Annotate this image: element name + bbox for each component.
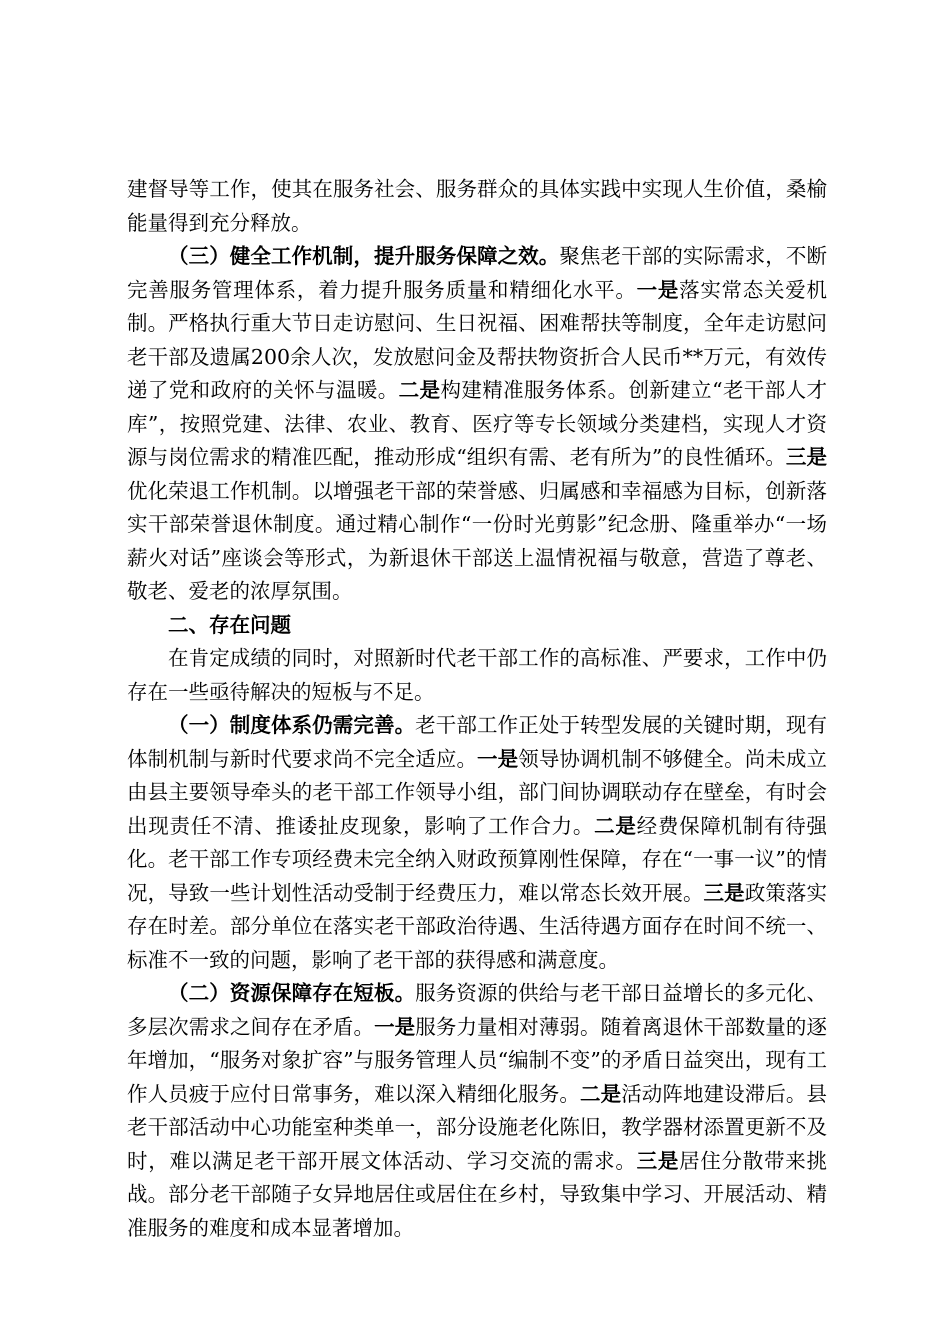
paragraph-section-3: [127, 240, 827, 609]
paragraph-text: 活动阵地建设滞后。县老干部活动中心功能室种类单一，部分设施老化陈旧，教学器材添置更新不及时，难以满足老干部开展文体活动、学习交流的需求。: [127, 1081, 828, 1173]
keyword-first: 一是: [477, 746, 519, 771]
section-heading-inline: （三）健全工作机制，提升服务保障之效。: [168, 244, 560, 268]
keyword-third: 三是: [636, 1148, 680, 1173]
paragraph-continued: [127, 173, 827, 240]
paragraph-text: 服务力量相对薄弱。随着离退休干部数量的逐年增加，“服务对象扩容”与服务管理人员“编制不变”的矛盾日益突出，现有工作人员疲于应付日常事务，难以深入精细化服务。: [127, 1014, 828, 1106]
paragraph-text: 聚焦老干部的实际需求，不断完善服务管理体系，着力提升服务质量和精细化水平。: [127, 244, 828, 302]
paragraph-text: 落实常态关爱机制。严格执行重大节日走访慰问、生日祝福、困难帮扶等制度，全年走访慰问老干部及遗属200余人次，发放慰问金及帮扶物资折合人民币**万元，有效传递了党和政府的关怀与温暖。: [127, 277, 827, 402]
keyword-second: 二是: [594, 813, 637, 838]
section-heading-inline: （一）制度体系仍需完善。: [168, 713, 416, 737]
paragraph-text: 建督导等工作，使其在服务社会、服务群众的具体实践中实现人生价值，桑榆能量得到充分释放。: [127, 177, 827, 235]
paragraph-text: 政策落实存在时差。部分单位在落实老干部政治待遇、生活待遇方面存在时间不统一、标准不一致的问题，影响了老干部的获得感和满意度。: [127, 880, 828, 972]
paragraph-text: 优化荣退工作机制。以增强老干部的荣誉感、归属感和幸福感为目标，创新落实干部荣誉退休制度。通过精心制作“一份时光剪影”纪念册、隆重举办“一场薪火对话”座谈会等形式，为新退休干部送上温情祝福与敬意，营造了尊老、敬老、爱老的浓厚氛围。: [127, 478, 827, 603]
paragraph-text: 在肯定成绩的同时，对照新时代老干部工作的高标准、严要求，工作中仍存在一些亟待解决的短板与不足。: [127, 646, 827, 704]
paragraph-text: 服务资源的供给与老干部日益增长的多元化、多层次需求之间存在矛盾。: [127, 981, 828, 1039]
paragraph-text: 居住分散带来挑战。部分老干部随子女异地居住或居住在乡村，导致集中学习、开展活动、精准服务的难度和成本显著增加。: [127, 1148, 827, 1240]
section-heading-inline: （二）资源保障存在短板。: [168, 981, 416, 1005]
keyword-second: 二是: [580, 1081, 622, 1106]
paragraph-text: 领导协调机制不够健全。尚未成立由县主要领导牵头的老干部工作领导小组，部门间协调联动存在壁垒，有时会出现责任不清、推诿扯皮现象，影响了工作合力。: [127, 746, 828, 838]
document-page: [127, 173, 827, 1245]
paragraph-problem-2: [127, 977, 827, 1245]
keyword-third: 三是: [785, 445, 827, 469]
keyword-second: 二是: [398, 378, 441, 402]
paragraph-intro-problems: [127, 642, 827, 709]
paragraph-text: 构建精准服务体系。创新建立“老干部人才库”，按照党建、法律、农业、教育、医疗等专长领域分类建档，实现人才资源与岗位需求的精准匹配，推动形成“组织有需、老有所为”的良性循环。: [127, 378, 828, 469]
paragraph-problem-1: [127, 709, 827, 977]
keyword-first: 一是: [374, 1014, 416, 1039]
paragraph-text: 老干部工作正处于转型发展的关键时期，现有体制机制与新时代要求尚不完全适应。: [127, 713, 828, 771]
keyword-third: 三是: [703, 880, 745, 905]
paragraph-text: 经费保障机制有待强化。老干部工作专项经费未完全纳入财政预算刚性保障，存在“一事一议”的情况，导致一些计划性活动受制于经费压力，难以常态长效开展。: [127, 813, 827, 905]
section-heading-problems: 二、存在问题: [168, 612, 291, 637]
keyword-first: 一是: [636, 277, 680, 302]
